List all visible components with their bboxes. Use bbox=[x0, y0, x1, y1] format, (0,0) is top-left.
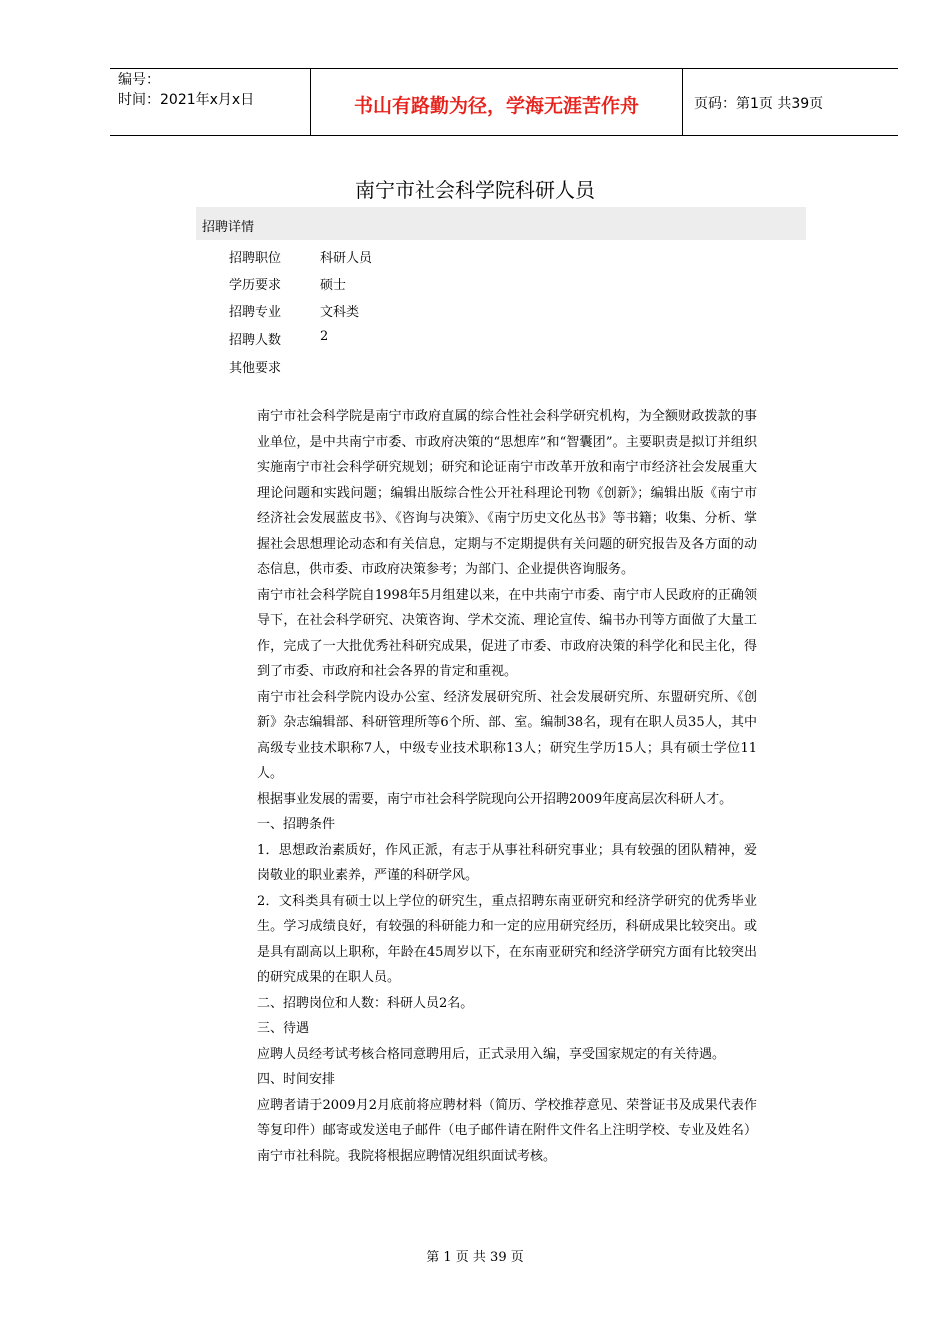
field-label: 学历要求 bbox=[229, 278, 282, 293]
paragraph: 南宁市社会科学院是南宁市政府直属的综合性社会科学研究机构，为全额财政拨款的事业单位，是中共南宁市委、市政府决策的“思想库”和“智囊团”。主要职责是拟订并组织实施南宁市社会科学研究规划；研究和论证南宁市改革开放和南宁市经济社会发展重大理论问题和实践问题；编辑出版综合性公开社科理论刊物《创新》；编辑出版《南宁市经济社会发展蓝皮书》、《咨询与决策》、《南宁历史文化丛书》等书籍；收集、分析、掌握社会思想理论动态和有关信息，定期与不定期提供有关问题的研究报告及各方面的动态信息，供市委、市政府决策参考；为部门、企业提供咨询服务。 bbox=[257, 409, 757, 577]
paragraph: 应聘者请于2009月2月底前将应聘材料（简历、学校推荐意见、荣誉证书及成果代表作等复印件）邮寄或发送电子邮件（电子邮件请在附件文件名上注明学校、专业及姓名）南宁市社科院。我院将根据应聘情况组织面试考核。 bbox=[257, 1097, 757, 1164]
section-header bbox=[196, 207, 806, 240]
header-page-info: 页码：第1页 共39页 bbox=[694, 96, 824, 112]
time-label: 时间：2021年x月x日 bbox=[118, 92, 255, 108]
field-value: 2 bbox=[320, 329, 329, 344]
header-bottom-rule bbox=[110, 135, 898, 136]
paragraph: 一、招聘条件 bbox=[257, 817, 336, 832]
paragraph: 南宁市社会科学院内设办公室、经济发展研究所、社会发展研究所、东盟研究所、《创新》杂志编辑部、科研管理所等6个所、部、室。编制38名，现有在职人员35人，其中高级专业技术职称7人，中级专业技术职称13人；研究生学历15人；具有硕士学位11人。 bbox=[257, 689, 757, 781]
header-motto: 书山有路勤为径，学海无涯苦作舟 bbox=[353, 95, 639, 117]
body-text bbox=[257, 404, 757, 1169]
paragraph: 南宁市社会科学院自1998年5月组建以来，在中共南宁市委、南宁市人民政府的正确领导下，在社会科学研究、决策咨询、学术交流、理论宣传、编书办刊等方面做了大量工作，完成了一大批优秀社科研究成果，促进了市委、市政府决策的科学化和民主化，得到了市委、市政府和社会各界的肯定和重视。 bbox=[257, 587, 757, 679]
paragraph: 四、时间安排 bbox=[257, 1072, 336, 1087]
paragraph: 1．思想政治素质好，作风正派，有志于从事社科研究事业；具有较强的团队精神，爱岗敬业的职业素养，严谨的科研学风。 bbox=[257, 842, 757, 883]
field-label: 招聘职位 bbox=[229, 251, 282, 266]
paragraph: 应聘人员经考试考核合格同意聘用后，正式录用入编，享受国家规定的有关待遇。 bbox=[257, 1046, 726, 1062]
header-left bbox=[118, 70, 254, 110]
paragraph: 2．文科类具有硕士以上学位的研究生，重点招聘东南亚研究和经济学研究的优秀毕业生。学习成绩良好，有较强的科研能力和一定的应用研究经历，科研成果比较突出。或是具有副高以上职称，年龄在45周岁以下，在东南亚研究和经济学研究方面有比较突出的研究成果的在职人员。 bbox=[257, 893, 757, 985]
paragraph: 根据事业发展的需要，南宁市社会科学院现向公开招聘2009年度高层次科研人才。 bbox=[257, 791, 733, 807]
field-label: 招聘专业 bbox=[229, 305, 282, 320]
field-label: 招聘人数 bbox=[229, 333, 282, 348]
field-value: 科研人员 bbox=[320, 251, 373, 266]
number-label: 编号： bbox=[118, 72, 160, 88]
paragraph: 二、招聘岗位和人数：科研人员2名。 bbox=[257, 995, 474, 1011]
paragraph: 三、待遇 bbox=[257, 1021, 310, 1036]
field-value: 文科类 bbox=[320, 305, 360, 320]
field-value: 硕士 bbox=[320, 278, 347, 293]
section-title: 招聘详情 bbox=[202, 220, 255, 235]
field-label: 其他要求 bbox=[229, 361, 282, 376]
document-title: 南宁市社会科学院科研人员 bbox=[355, 178, 595, 202]
page-footer: 第 1 页 共 39 页 bbox=[426, 1250, 524, 1265]
